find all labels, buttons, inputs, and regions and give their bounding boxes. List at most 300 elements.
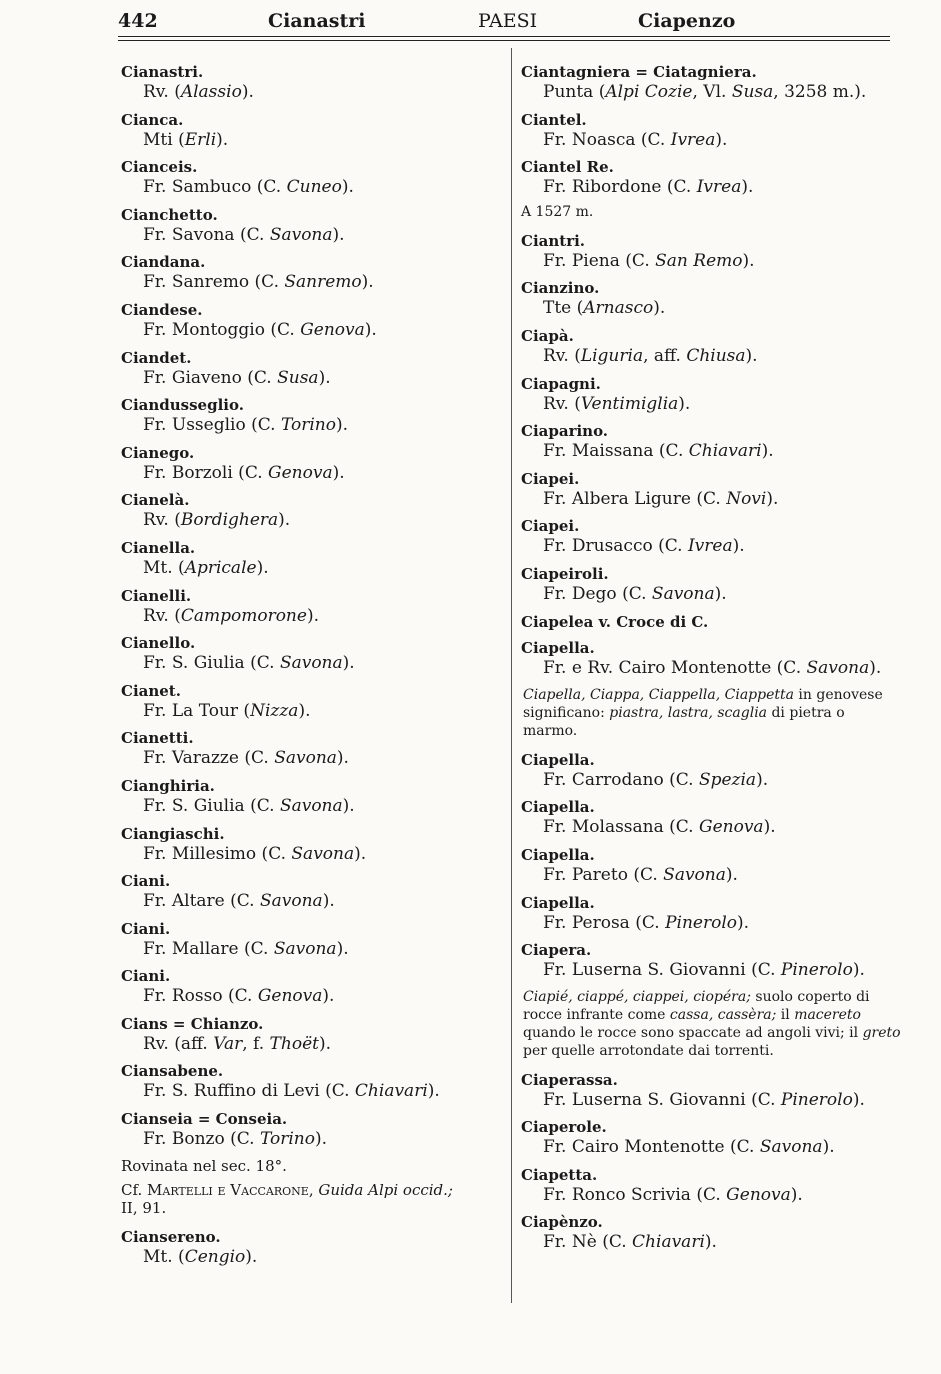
entry-text: Fr. Nè (C.: [543, 1232, 633, 1253]
entry-locality: San Remo: [655, 250, 743, 271]
entry-locality: Nizza: [250, 700, 299, 721]
entry-description: [521, 770, 901, 791]
entry-text: ).: [298, 700, 311, 721]
gazetteer-entry: [521, 564, 901, 605]
entry-description: [121, 1247, 506, 1268]
entry-description: [521, 536, 901, 557]
entry-head: Ciantri.: [521, 231, 586, 250]
entry-text: ).: [216, 129, 229, 150]
right-column: [521, 62, 901, 1260]
entry-head: Cianchetto.: [121, 205, 218, 224]
entry-head: Ciapelea v. Croce di C.: [521, 612, 709, 631]
entry-description: [521, 1185, 901, 1206]
entry-locality: Savona: [279, 653, 343, 674]
rovinata-note: Rovinata nel sec. 18°.: [121, 1156, 287, 1175]
entry-text: ).: [341, 177, 354, 198]
right-entries-c: [521, 750, 901, 981]
entry-head: Cianghiria.: [121, 776, 215, 795]
entry-description: [521, 441, 901, 462]
entry-text: Mti (: [143, 129, 185, 150]
gazetteer-entry: [521, 157, 901, 198]
entry-text: ).: [763, 817, 776, 838]
entry-text: , 3258 m.).: [773, 82, 867, 102]
entry-locality: Genova: [257, 986, 323, 1007]
entry-text: ).: [364, 319, 377, 340]
entry-head: Cianella.: [121, 538, 196, 557]
entry-text: Fr. Giaveno (C.: [143, 367, 278, 388]
entry-head: Ciapella.: [521, 845, 595, 864]
cf-prefix: Cf.: [121, 1180, 148, 1199]
entry-text: Fr. Luserna S. Giovanni (C.: [543, 1089, 781, 1110]
entry-text: Mt. (: [143, 557, 185, 578]
entry-text: Fr. Carrodano (C.: [543, 769, 699, 790]
entry-description: [121, 701, 506, 722]
right-entries-d: [521, 1070, 901, 1254]
note-term: cassa, cassèra;: [669, 1006, 777, 1023]
entry-text: Fr. Ribordone (C.: [543, 177, 697, 198]
entry-locality: Genova: [726, 1184, 791, 1205]
entry-description: [521, 584, 901, 605]
entry-text: Fr. Pareto (C.: [543, 864, 664, 885]
entry-head: Cianetti.: [121, 729, 194, 748]
entry-description: [521, 658, 901, 679]
entry-locality: Arnasco: [583, 298, 654, 319]
entry-text: Fr. Noasca (C.: [543, 129, 671, 150]
gazetteer-entry: [521, 231, 901, 272]
gazetteer-entry: [521, 421, 901, 462]
entry-text: Fr. S. Ruffino di Levi (C.: [143, 1081, 355, 1102]
entry-description: [521, 251, 901, 272]
entry-description: [521, 82, 901, 103]
entry-text: ).: [315, 1129, 328, 1150]
entry-head: Ciapènzo.: [521, 1213, 603, 1232]
gazetteer-entry: [521, 1165, 901, 1206]
entry-head: Ciapetta.: [521, 1165, 598, 1184]
entry-head: Ciansereno.: [121, 1227, 221, 1246]
entry-text: ).: [427, 1081, 440, 1102]
gazetteer-entry: [121, 348, 506, 389]
note-text: per quelle arrotondate dai torrenti.: [523, 1042, 774, 1059]
entry-locality: Spezia: [698, 769, 757, 790]
altitude-note: A 1527 m.: [521, 203, 594, 220]
entry-head: Cianet.: [121, 681, 181, 700]
entry-locality: Susa: [731, 82, 774, 102]
entry-head: Cianello.: [121, 634, 196, 653]
entry-text: ).: [766, 488, 779, 509]
right-entries-b: [521, 231, 901, 605]
entry-head: Cians = Chianzo.: [121, 1014, 264, 1033]
gazetteer-entry: [521, 893, 901, 934]
entry-locality: Genova: [699, 817, 764, 838]
entry-description: [121, 130, 506, 151]
entry-text: Fr. Albera Ligure (C.: [543, 488, 727, 509]
gazetteer-entry: [121, 300, 506, 341]
header-first-entry: Cianastri: [268, 10, 366, 32]
header-rule-bottom: [118, 40, 890, 41]
entry-head: Ciapera.: [521, 941, 592, 960]
entry-text: ).: [245, 1246, 258, 1267]
entry-text: Fr. Piena (C.: [543, 250, 656, 271]
column-divider: [511, 48, 512, 1303]
entry-head: Cianca.: [121, 110, 184, 129]
gazetteer-entry: [521, 797, 901, 838]
entry-locality: Susa: [277, 367, 319, 388]
note-term: piastra, lastra, scaglia: [609, 704, 768, 721]
entry-description: [121, 606, 506, 627]
entry-description: [121, 225, 506, 246]
gazetteer-entry: [121, 1061, 506, 1102]
entry-head: Ciapagni.: [521, 374, 601, 393]
header-rule-top: [118, 36, 890, 37]
entry-head: Ciaparino.: [521, 422, 609, 441]
entry-head: Cianelli.: [121, 586, 192, 605]
entry-description: [121, 177, 506, 198]
entry-text: Fr. Altare (C.: [143, 891, 260, 912]
entry-head: Cianseia = Conseia.: [121, 1110, 288, 1129]
gazetteer-entry: [121, 443, 506, 484]
gazetteer-entry: [121, 919, 506, 960]
entry-description: [521, 1137, 901, 1158]
entry-text: , aff.: [643, 345, 687, 366]
entry-description: [121, 272, 506, 293]
entry-text: Fr. Luserna S. Giovanni (C.: [543, 960, 781, 981]
entry-text: ).: [745, 345, 758, 366]
entry-text: Rv. (: [143, 82, 181, 102]
entry-head: Ciandet.: [121, 348, 192, 367]
entry-locality: Chiavari: [632, 1232, 705, 1253]
entry-description: [121, 891, 506, 912]
note-term: Ciapella, Ciappa, Ciappella, Ciappetta: [523, 686, 794, 703]
entry-text: ).: [725, 864, 738, 885]
note-term: macereto: [794, 1006, 861, 1023]
gazetteer-entry: [121, 776, 506, 817]
gazetteer-entry: [521, 750, 901, 791]
entry-description: [121, 320, 506, 341]
gazetteer-entry: [121, 110, 506, 151]
entry-description: [521, 489, 901, 510]
gazetteer-entry: [521, 326, 901, 367]
reference-note: [121, 1181, 506, 1217]
gazetteer-entry: [121, 1109, 506, 1150]
entry-text: Fr. Varazze (C.: [143, 748, 275, 769]
entry-head: Cianceis.: [121, 158, 198, 177]
gazetteer-entry: [521, 469, 901, 510]
note-text: in genovese significano:: [523, 686, 883, 721]
entry-locality: Torino: [259, 1129, 315, 1150]
entry-head: Ciapella.: [521, 798, 595, 817]
entry-locality: Savona: [651, 583, 715, 604]
entry-text: ).: [715, 129, 728, 150]
entry-locality: Apricale: [184, 557, 257, 578]
entry-text: ).: [761, 441, 774, 462]
entry-locality: Erli: [184, 129, 217, 150]
entry-head: Ciantel Re.: [521, 158, 614, 177]
gazetteer-entry: [121, 633, 506, 674]
entry-description: [521, 177, 901, 198]
entry-description: [121, 748, 506, 769]
entry-text: Rv. (: [143, 510, 181, 531]
entry-text: ).: [790, 1184, 803, 1205]
gazetteer-entry: [521, 62, 901, 103]
entry-text: ).: [852, 1089, 865, 1110]
gazetteer-entry: [521, 638, 901, 679]
entry-head: Ciani.: [121, 919, 171, 938]
entry-head: Cianelà.: [121, 491, 190, 510]
entry-description: [121, 653, 506, 674]
entry-text: Fr. e Rv. Cairo Montenotte (C.: [543, 658, 807, 679]
entry-description: [121, 1081, 506, 1102]
entry-text: ).: [278, 510, 291, 531]
entry-head: Ciandana.: [121, 253, 206, 272]
entry-text: Fr. Drusacco (C.: [543, 536, 688, 557]
gazetteer-entry: [521, 1070, 901, 1111]
entry-text: ).: [332, 224, 345, 245]
entry-locality: Savona: [759, 1137, 823, 1158]
gazetteer-entry: [521, 374, 901, 415]
entry-text: Fr. Rosso (C.: [143, 986, 258, 1007]
entry-text: Fr. Millesimo (C.: [143, 843, 292, 864]
entry-locality: Genova: [300, 319, 365, 340]
entry-locality: Savona: [259, 891, 323, 912]
entry-text: ).: [852, 960, 865, 981]
entry-head: Ciapeiroli.: [521, 564, 609, 583]
entry-locality: Savona: [663, 864, 726, 885]
entry-description: [521, 130, 901, 151]
cf-ref: II, 91.: [121, 1198, 167, 1217]
entry-locality: Var: [213, 1033, 243, 1054]
entry-text: Rv. (: [543, 393, 581, 414]
entry-head: Ciapei.: [521, 517, 580, 536]
entry-text: ).: [742, 250, 755, 271]
gazetteer-entry: [121, 966, 506, 1007]
entry-text: ).: [336, 748, 349, 769]
entry-description: [521, 1232, 901, 1253]
entry-text: , f.: [242, 1033, 270, 1054]
entry-description: [121, 796, 506, 817]
entry-description: [121, 1034, 506, 1055]
entry-text: ).: [361, 272, 374, 293]
entry-locality: Pinerolo: [780, 1089, 853, 1110]
entry-locality: Savona: [269, 224, 333, 245]
entry-text: ).: [256, 557, 269, 578]
entry-head: Ciantagniera = Ciatagniera.: [521, 63, 757, 81]
entry-text: Fr. La Tour (: [143, 700, 251, 721]
entry-description: [521, 394, 901, 415]
cf-title: Guida Alpi occid.;: [318, 1180, 453, 1199]
ciapella-main-entry: [521, 638, 901, 679]
entry-text: ).: [332, 462, 345, 483]
entry-text: ).: [756, 769, 769, 790]
entry-text: Fr. Perosa (C.: [543, 912, 666, 933]
ciapera-etymology-note: [521, 988, 901, 1060]
entry-text: ).: [241, 82, 254, 102]
entry-text: Tte (: [543, 298, 584, 319]
entry-locality: Savona: [279, 795, 343, 816]
entry-description: [521, 346, 901, 367]
entry-text: Fr. Usseglio (C.: [143, 415, 281, 436]
entry-locality: Pinerolo: [665, 912, 737, 933]
entry-description: [521, 817, 901, 838]
entry-description: [521, 298, 901, 319]
entry-head: Ciapella.: [521, 750, 595, 769]
entry-locality: Ventimiglia: [580, 393, 679, 414]
entry-text: Rv. (: [143, 605, 181, 626]
entry-locality: Savona: [806, 658, 870, 679]
entry-locality: Liguria: [580, 345, 644, 366]
gazetteer-entry: [521, 845, 901, 886]
entry-text: , Vl.: [692, 82, 732, 102]
entry-head: Cianzino.: [521, 279, 600, 298]
entry-head: Ciapella.: [521, 639, 595, 658]
entry-text: ).: [354, 843, 367, 864]
gazetteer-entry: [121, 824, 506, 865]
cf-authors: Martelli e Vaccarone,: [147, 1180, 319, 1199]
entry-text: Fr. Maissana (C.: [543, 441, 689, 462]
entry-text: Fr. Sambuco (C.: [143, 177, 287, 198]
entry-locality: Alpi Cozie: [605, 82, 693, 102]
entry-text: ).: [342, 795, 355, 816]
note-term: Ciapié, ciappé, ciappei, ciopéra;: [523, 988, 751, 1005]
header-last-entry: Ciapenzo: [638, 10, 736, 32]
entry-description: [121, 939, 506, 960]
entry-head: Ciantel.: [521, 110, 587, 129]
entry-head: Ciandese.: [121, 300, 203, 319]
entry-head: Ciansabene.: [121, 1062, 224, 1081]
gazetteer-entry: [121, 1227, 506, 1268]
entry-text: Fr. Montoggio (C.: [143, 319, 301, 340]
entry-locality: Chiavari: [354, 1081, 428, 1102]
entry-text: ).: [322, 986, 335, 1007]
page-number: 442: [118, 10, 158, 32]
gazetteer-entry: [121, 1014, 506, 1055]
entry-description: [521, 960, 901, 981]
left-column: [121, 62, 506, 1274]
note-text: quando le rocce sono spaccate ad angoli vivi; il: [523, 1024, 863, 1041]
entry-locality: Alassio: [180, 82, 242, 102]
note-term: greto: [862, 1024, 901, 1041]
entry-locality: Ivrea: [670, 129, 716, 150]
gazetteer-entry: [121, 252, 506, 293]
gazetteer-entry: [521, 278, 901, 319]
entry-locality: Novi: [726, 488, 767, 509]
entry-head: Ciaperassa.: [521, 1070, 618, 1089]
entry-text: ).: [678, 393, 691, 414]
entry-description: [121, 82, 506, 103]
entry-description: [121, 986, 506, 1007]
entry-description: [121, 844, 506, 865]
left-last-entry: [121, 1227, 506, 1268]
entry-text: ).: [306, 605, 319, 626]
entry-head: Ciapà.: [521, 326, 574, 345]
gazetteer-entry: [121, 205, 506, 246]
gazetteer-entry: [121, 728, 506, 769]
entry-head: Ciaperole.: [521, 1118, 607, 1137]
entry-text: ).: [322, 891, 335, 912]
entry-text: ).: [732, 536, 745, 557]
entry-locality: Torino: [280, 415, 336, 436]
entry-text: ).: [335, 415, 348, 436]
entry-text: ).: [342, 653, 355, 674]
entry-locality: Sanremo: [284, 272, 362, 293]
note-text: suolo coperto di rocce infrante come: [523, 988, 870, 1023]
entry-text: ).: [704, 1232, 717, 1253]
gazetteer-entry: [121, 62, 506, 103]
entry-text: Punta (: [543, 82, 606, 102]
entry-head: Cianego.: [121, 443, 195, 462]
entry-text: Fr. Borzoli (C.: [143, 462, 269, 483]
entry-text: ).: [822, 1137, 835, 1158]
gazetteer-entry: [121, 157, 506, 198]
gazetteer-entry: [521, 940, 901, 981]
entry-locality: Chiavari: [688, 441, 762, 462]
entry-description: [521, 1090, 901, 1111]
gazetteer-entry: [121, 871, 506, 912]
entry-text: Fr. S. Giulia (C.: [143, 653, 280, 674]
entry-locality: Savona: [291, 843, 355, 864]
gazetteer-entry: [521, 110, 901, 151]
entry-locality: Chiusa: [686, 345, 746, 366]
entry-description: [121, 1129, 506, 1150]
entry-text: ).: [653, 298, 666, 319]
entry-locality: Thoët: [269, 1033, 319, 1054]
gazetteer-entry: [121, 490, 506, 531]
entry-head: Ciapei.: [521, 469, 580, 488]
gazetteer-entry: [521, 516, 901, 557]
entry-text: ).: [737, 912, 750, 933]
entry-text: ).: [714, 583, 727, 604]
entry-description: [121, 510, 506, 531]
entry-locality: Savona: [274, 748, 337, 769]
entry-locality: Savona: [273, 938, 337, 959]
entry-description: [121, 415, 506, 436]
gazetteer-entry: [121, 586, 506, 627]
entry-text: Fr. Cairo Montenotte (C.: [543, 1137, 760, 1158]
entry-locality: Cengio: [184, 1246, 246, 1267]
entry-ciapelea: [521, 612, 901, 632]
gazetteer-entry: [521, 1212, 901, 1253]
gazetteer-entry: [121, 681, 506, 722]
entry-description: [121, 368, 506, 389]
entry-description: [521, 913, 901, 934]
entry-text: ).: [336, 938, 349, 959]
entry-head: Ciani.: [121, 872, 171, 891]
entry-locality: Cuneo: [286, 177, 342, 198]
right-entries-a: [521, 62, 901, 198]
entry-head: Ciapella.: [521, 893, 595, 912]
entry-locality: Genova: [268, 462, 333, 483]
entry-description: [121, 463, 506, 484]
entry-locality: Ivrea: [687, 536, 733, 557]
running-header: [118, 8, 890, 34]
entry-text: Fr. Ronco Scrivia (C.: [543, 1184, 727, 1205]
entry-text: Fr. Mallare (C.: [143, 938, 274, 959]
entry-text: Fr. Sanremo (C.: [143, 272, 285, 293]
entry-head: Ciandusseglio.: [121, 396, 244, 415]
entry-text: ).: [741, 177, 754, 198]
ciapella-etymology-note: [521, 686, 901, 740]
entry-text: Rv. (aff.: [143, 1033, 214, 1054]
entry-text: ).: [318, 1033, 332, 1054]
note-text: il: [776, 1006, 795, 1023]
entry-text: Fr. Savona (C.: [143, 224, 270, 245]
entry-text: Fr. Molassana (C.: [543, 817, 699, 838]
gazetteer-entry: [521, 1117, 901, 1158]
entry-head: Ciani.: [121, 967, 171, 986]
entry-text: Fr. Bonzo (C.: [143, 1129, 260, 1150]
entry-locality: Pinerolo: [780, 960, 853, 981]
left-entries: [121, 62, 506, 1150]
entry-text: Rv. (: [543, 345, 581, 366]
